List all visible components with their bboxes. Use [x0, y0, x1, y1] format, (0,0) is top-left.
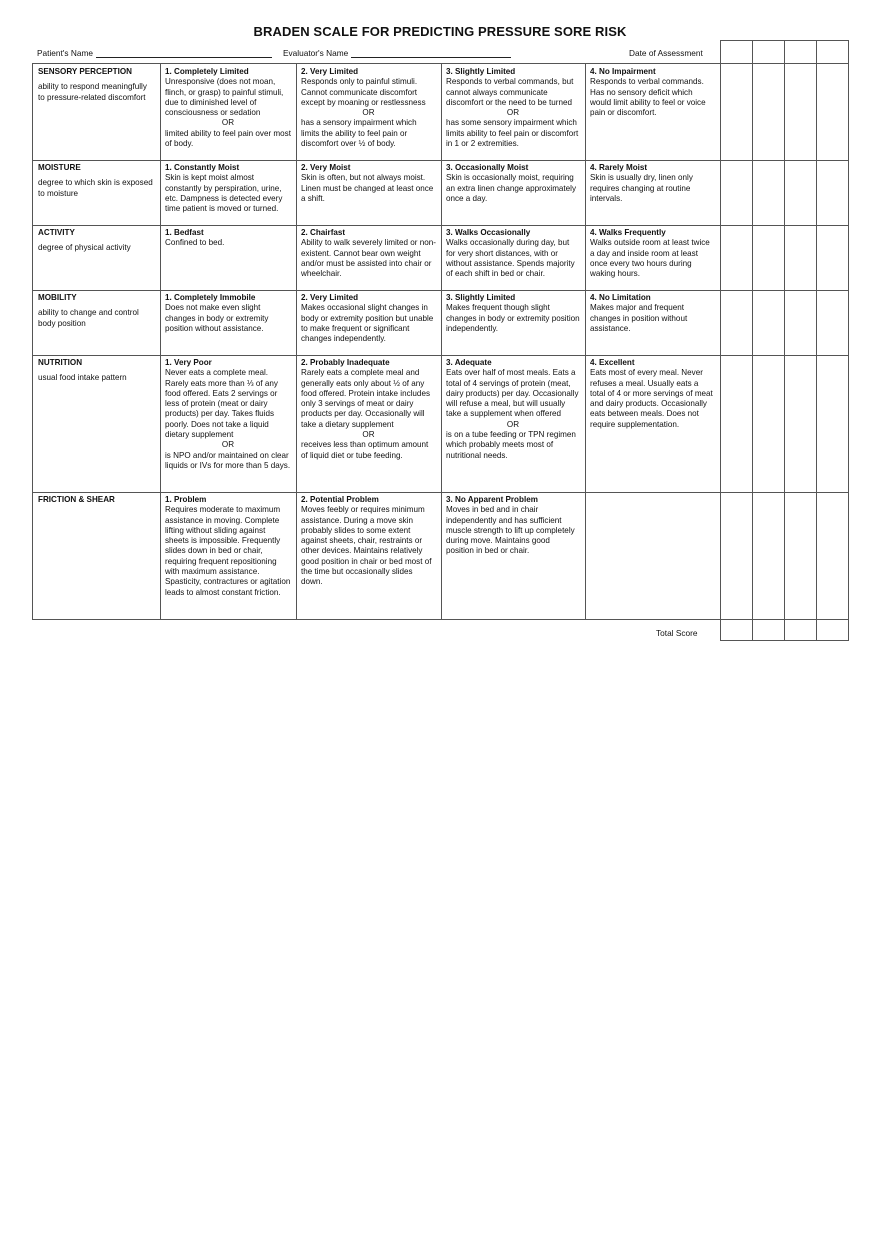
- level-title: 3. No Apparent Problem: [446, 495, 538, 504]
- level-description: Ability to walk severely limited or non-existent. Cannot bear own weight and/or must be assisted into chair or wheelchair.: [301, 238, 436, 279]
- assessment-date-box[interactable]: [720, 40, 753, 64]
- category-title: NUTRITION: [38, 358, 83, 367]
- level-description: Responds to verbal commands, but cannot always communicate discomfort or the need to be turned: [446, 77, 574, 107]
- total-score-box[interactable]: [720, 619, 753, 641]
- level-description: Requires moderate to maximum assistance in moving. Complete lifting without sliding against sheets is impossible. Frequently slides down in bed or chair, requiring frequent repositioning with maximum assistance. Spasticity, contractures or agitation leads to almost constant friction.: [165, 505, 291, 597]
- score-level-cell: [296, 160, 442, 226]
- score-entry-box[interactable]: [784, 160, 817, 226]
- level-alternative: limited ability to feel pain over most of body.: [165, 128, 291, 149]
- total-score-box[interactable]: [816, 619, 849, 641]
- level-title: 4. No Limitation: [590, 293, 651, 302]
- score-entry-box[interactable]: [752, 225, 785, 291]
- category-cell: [32, 225, 161, 291]
- level-description: Responds to verbal commands. Has no sensory deficit which would limit ability to feel or voice pain or discomfort.: [590, 77, 706, 118]
- score-level-cell: [585, 290, 721, 356]
- patient-name-line[interactable]: [96, 49, 272, 58]
- level-or: OR: [506, 108, 520, 118]
- category-description: ability to respond meaningfully to pressure-related discomfort: [38, 82, 147, 102]
- score-level-cell: [296, 63, 442, 161]
- level-description: Moves in bed and in chair independently and has sufficient muscle strength to lift up completely during move. Maintains good position in bed or chair.: [446, 505, 575, 556]
- category-description: degree of physical activity: [38, 243, 131, 253]
- total-score-label: Total Score: [656, 628, 698, 638]
- score-entry-box[interactable]: [720, 355, 753, 493]
- total-score-box[interactable]: [784, 619, 817, 641]
- level-description: Does not make even slight changes in body or extremity position without assistance.: [165, 303, 269, 333]
- level-description: Skin is usually dry, linen only requires changing at routine intervals.: [590, 173, 693, 203]
- score-level-cell: [160, 355, 297, 493]
- level-title: 1. Constantly Moist: [165, 163, 240, 172]
- score-entry-box[interactable]: [816, 225, 849, 291]
- level-description: Moves feebly or requires minimum assistance. During a move skin probably slides to some extent against sheets, chair, restraints or other devices. Maintains relatively good position in chair or bed most of the time but occasionally slides down.: [301, 505, 432, 587]
- score-entry-box[interactable]: [784, 290, 817, 356]
- score-level-cell: [441, 290, 586, 356]
- level-title: 1. Problem: [165, 495, 207, 504]
- category-description: usual food intake pattern: [38, 373, 127, 383]
- level-title: 3. Adequate: [446, 358, 492, 367]
- score-entry-box[interactable]: [816, 160, 849, 226]
- category-cell: [32, 63, 161, 161]
- level-or: OR: [362, 430, 375, 440]
- level-description: Never eats a complete meal. Rarely eats more than ⅓ of any food offered. Eats 2 servings or less of protein (meat or dairy products) per day. Takes fluids poorly. Does not take a liquid dietary supplement: [165, 368, 278, 440]
- level-title: 3. Occasionally Moist: [446, 163, 529, 172]
- score-level-cell: [296, 355, 442, 493]
- level-title: 2. Very Limited: [301, 67, 359, 76]
- category-title: ACTIVITY: [38, 228, 75, 237]
- score-level-cell: [296, 290, 442, 356]
- score-entry-box[interactable]: [784, 225, 817, 291]
- level-description: Makes major and frequent changes in position without assistance.: [590, 303, 688, 333]
- evaluator-name-label: Evaluator's Name: [283, 48, 349, 58]
- score-entry-box[interactable]: [720, 63, 753, 161]
- level-alternative: has some sensory impairment which limits ability to feel pain or discomfort in 1 or 2 extremities.: [446, 118, 579, 149]
- score-level-cell: [585, 225, 721, 291]
- score-level-cell: [441, 63, 586, 161]
- category-cell: [32, 355, 161, 493]
- level-description: Unresponsive (does not moan, flinch, or grasp) to painful stimuli, due to diminished level of consciousness or sedation: [165, 77, 284, 118]
- level-alternative: receives less than optimum amount of liquid diet or tube feeding.: [301, 440, 429, 460]
- score-level-cell: [296, 492, 442, 620]
- score-entry-box[interactable]: [720, 492, 753, 620]
- score-level-cell: [585, 160, 721, 226]
- score-entry-box[interactable]: [752, 160, 785, 226]
- score-entry-box[interactable]: [784, 63, 817, 161]
- level-title: 1. Bedfast: [165, 228, 204, 237]
- level-or: OR: [506, 419, 520, 429]
- level-description: Eats most of every meal. Never refuses a meal. Usually eats a total of 4 or more servings of meat and dairy products. Occasionally eats between meals. Does not require supplementation.: [590, 368, 713, 429]
- level-title: 2. Very Limited: [301, 293, 359, 302]
- score-entry-box[interactable]: [816, 290, 849, 356]
- total-score-box[interactable]: [752, 619, 785, 641]
- level-description: Responds only to painful stimuli. Cannot communicate discomfort except by moaning or restlessness: [301, 77, 426, 107]
- level-description: Confined to bed.: [165, 238, 225, 248]
- category-cell: [32, 290, 161, 356]
- level-description: Skin is often, but not always moist. Linen must be changed at least once a shift.: [301, 173, 434, 203]
- category-title: SENSORY PERCEPTION: [38, 67, 132, 76]
- score-level-cell: [160, 225, 297, 291]
- score-entry-box[interactable]: [720, 290, 753, 356]
- score-level-cell: [585, 355, 721, 493]
- score-entry-box[interactable]: [784, 492, 817, 620]
- score-entry-box[interactable]: [816, 63, 849, 161]
- level-description: Rarely eats a complete meal and generally eats only about ½ of any food offered. Protein intake includes only 3 servings of meat or dairy products per day. Occasionally will take a dietary supplement: [301, 368, 430, 429]
- score-level-cell: [441, 160, 586, 226]
- level-or: OR: [362, 108, 375, 118]
- level-title: 2. Potential Problem: [301, 495, 379, 504]
- score-entry-box[interactable]: [752, 492, 785, 620]
- score-level-cell: [441, 492, 586, 620]
- category-title: FRICTION & SHEAR: [38, 495, 115, 504]
- level-description: Walks occasionally during day, but for very short distances, with or without assistance. Spends majority of each shift in bed or chair.: [446, 238, 575, 279]
- score-level-cell: [160, 492, 297, 620]
- assessment-date-box[interactable]: [752, 40, 785, 64]
- level-title: 3. Slightly Limited: [446, 67, 516, 76]
- score-entry-box[interactable]: [752, 63, 785, 161]
- category-title: MOBILITY: [38, 293, 77, 302]
- assessment-date-box[interactable]: [816, 40, 849, 64]
- category-cell: [32, 160, 161, 226]
- level-description: Makes frequent though slight changes in body or extremity position independently.: [446, 303, 580, 333]
- level-title: 1. Completely Immobile: [165, 293, 256, 302]
- evaluator-name-field[interactable]: [283, 48, 511, 58]
- score-level-cell: [585, 492, 721, 620]
- assessment-date-box[interactable]: [784, 40, 817, 64]
- score-entry-box[interactable]: [720, 160, 753, 226]
- score-entry-box[interactable]: [752, 355, 785, 493]
- category-description: ability to change and control body position: [38, 308, 139, 328]
- level-title: 1. Very Poor: [165, 358, 212, 367]
- category-description: degree to which skin is exposed to moisture: [38, 178, 153, 198]
- score-entry-box[interactable]: [816, 492, 849, 620]
- score-entry-box[interactable]: [720, 225, 753, 291]
- level-title: 2. Probably Inadequate: [301, 358, 390, 367]
- level-description: Walks outside room at least twice a day and inside room at least once every two hours during waking hours.: [590, 238, 710, 279]
- score-level-cell: [441, 225, 586, 291]
- level-title: 2. Chairfast: [301, 228, 346, 237]
- level-alternative: has a sensory impairment which limits the ability to feel pain or discomfort over ½ of body.: [301, 118, 417, 149]
- patient-name-label: Patient's Name: [37, 48, 93, 58]
- level-or: OR: [221, 118, 235, 128]
- score-entry-box[interactable]: [784, 355, 817, 493]
- level-alternative: is NPO and/or maintained on clear liquids or IVs for more than 5 days.: [165, 450, 291, 470]
- page-title: BRADEN SCALE FOR PREDICTING PRESSURE SORE RISK: [253, 24, 627, 39]
- score-level-cell: [296, 225, 442, 291]
- score-level-cell: [585, 63, 721, 161]
- level-title: 1. Completely Limited: [165, 67, 249, 76]
- level-alternative: is on a tube feeding or TPN regimen which probably meets most of nutritional needs.: [446, 430, 576, 460]
- score-entry-box[interactable]: [752, 290, 785, 356]
- level-title: 3. Slightly Limited: [446, 293, 516, 302]
- patient-name-field[interactable]: [37, 48, 272, 58]
- level-description: Makes occasional slight changes in body or extremity position but unable to make frequent or significant changes independently.: [301, 303, 434, 344]
- score-level-cell: [160, 290, 297, 356]
- level-description: Skin is occasionally moist, requiring an extra linen change approximately once a day.: [446, 173, 577, 203]
- date-of-assessment-label: Date of Assessment: [629, 48, 703, 58]
- level-title: 4. Excellent: [590, 358, 635, 367]
- level-title: 4. Walks Frequently: [590, 228, 666, 237]
- evaluator-name-line[interactable]: [351, 49, 511, 58]
- level-title: 4. Rarely Moist: [590, 163, 648, 172]
- category-cell: [32, 492, 161, 620]
- level-title: 4. No Impairment: [590, 67, 656, 76]
- level-or: OR: [221, 440, 235, 450]
- score-level-cell: [160, 160, 297, 226]
- score-entry-box[interactable]: [816, 355, 849, 493]
- category-title: MOISTURE: [38, 163, 81, 172]
- score-level-cell: [160, 63, 297, 161]
- level-title: 2. Very Moist: [301, 163, 351, 172]
- level-description: Skin is kept moist almost constantly by perspiration, urine, etc. Dampness is detected every time patient is moved or turned.: [165, 173, 283, 214]
- score-level-cell: [441, 355, 586, 493]
- level-description: Eats over half of most meals. Eats a total of 4 servings of protein (meat, dairy products) per day. Occasionally will refuse a meal, but will usually take a supplement when offered: [446, 368, 579, 419]
- level-title: 3. Walks Occasionally: [446, 228, 531, 237]
